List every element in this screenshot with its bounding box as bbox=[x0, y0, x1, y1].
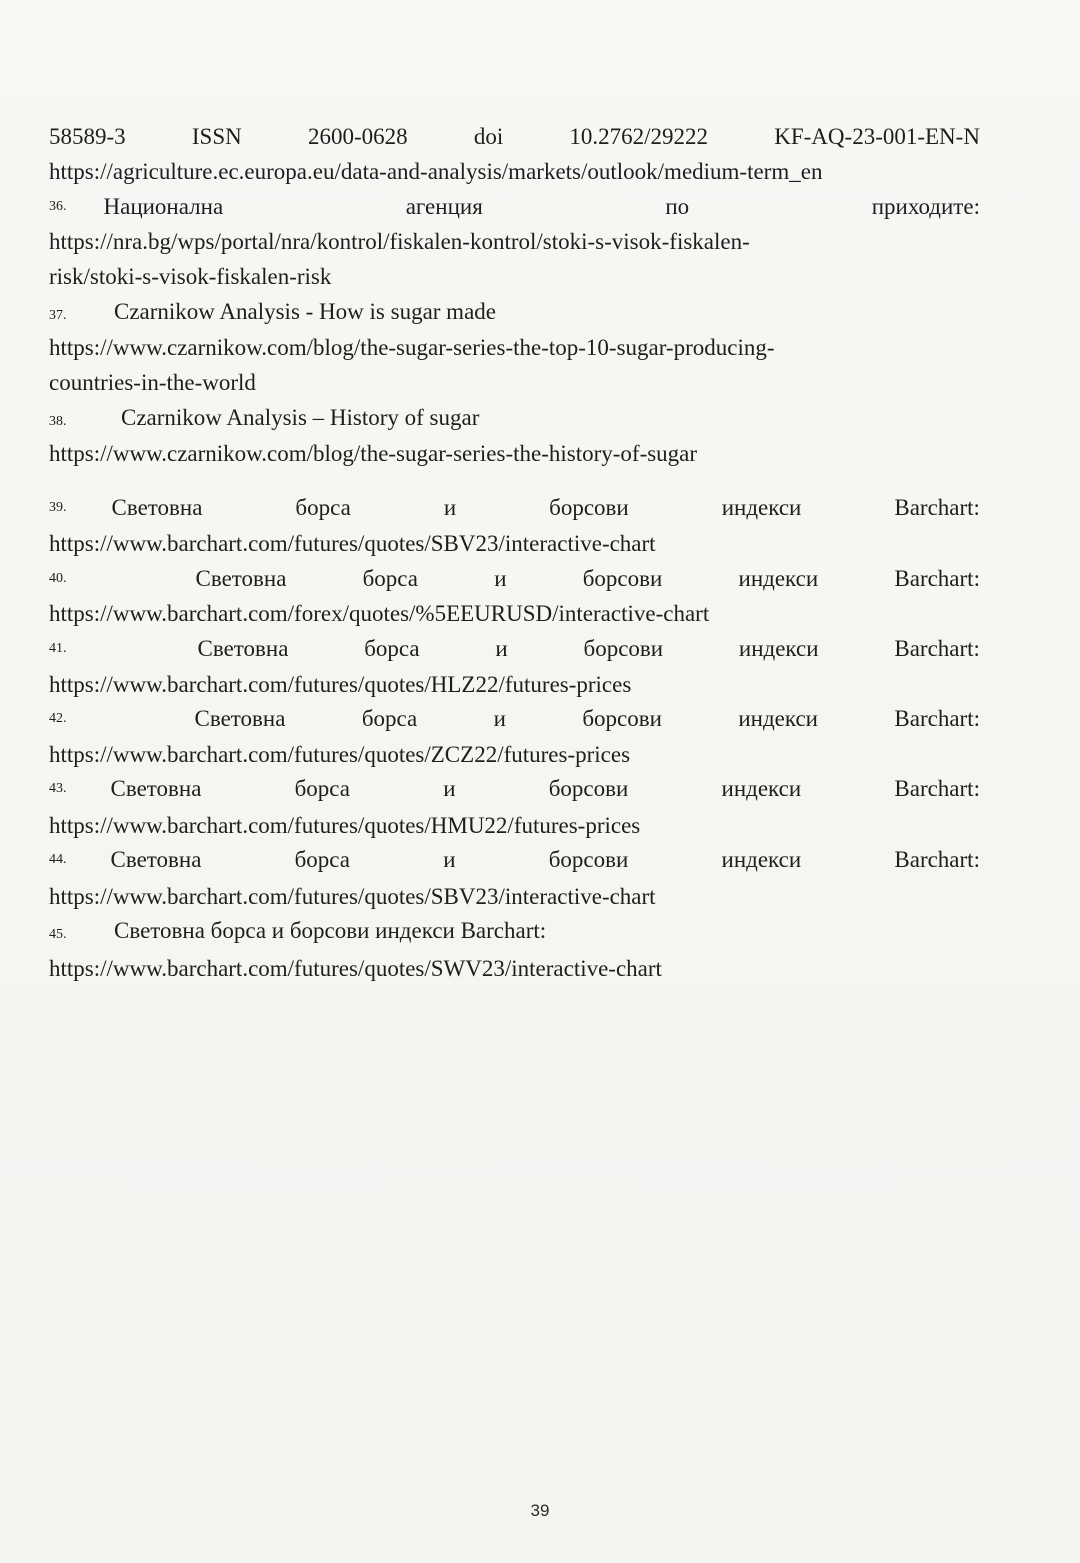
reference-38-title bbox=[49, 403, 980, 437]
reference-36-url[interactable]: https://nra.bg/wps/portal/nra/kontrol/fiskalen-kontrol/stoki-s-visok-fiskalen- bbox=[49, 229, 750, 254]
reference-37-title bbox=[49, 297, 980, 331]
reference-35-continuation bbox=[49, 122, 980, 152]
page-number: 39 bbox=[530, 1501, 550, 1520]
ref-word: индекси bbox=[721, 847, 802, 872]
ref-word: и bbox=[493, 706, 506, 731]
ref-word: и bbox=[443, 847, 456, 872]
ref-word: индекси bbox=[738, 566, 819, 591]
ref-number: 39. bbox=[49, 500, 67, 515]
ref-word: Световна bbox=[111, 495, 203, 520]
ref-word: индекси bbox=[721, 495, 802, 520]
ref-word: Световна bbox=[110, 847, 202, 872]
ref-number: 42. bbox=[49, 711, 67, 726]
reference-43-url[interactable]: https://www.barchart.com/futures/quotes/HMU22/futures-prices bbox=[49, 813, 641, 838]
reference-40-title bbox=[49, 564, 980, 594]
ref-number: 45. bbox=[49, 927, 67, 942]
reference-41-title bbox=[49, 634, 980, 664]
ref-word: индекси bbox=[738, 706, 818, 731]
reference-36-title bbox=[49, 192, 980, 222]
ref-word: и bbox=[443, 495, 457, 520]
ref-number: 38. bbox=[49, 414, 67, 429]
ref-word: Световна bbox=[197, 636, 289, 661]
ref-word: 2600-0628 bbox=[307, 124, 408, 149]
ref-word: борса bbox=[361, 706, 418, 731]
ref-word: борса bbox=[295, 495, 351, 520]
ref-word: 10.2762/29222 bbox=[569, 124, 709, 149]
ref-word: Световна bbox=[110, 776, 202, 801]
reference-42-title bbox=[49, 704, 980, 734]
reference-45-url[interactable]: https://www.barchart.com/futures/quotes/SWV23/interactive-chart bbox=[49, 956, 662, 981]
reference-38-url[interactable]: https://www.czarnikow.com/blog/the-sugar-series-the-history-of-sugar bbox=[49, 441, 698, 466]
ref-word: ISSN bbox=[191, 124, 242, 149]
reference-45-title bbox=[49, 916, 980, 950]
reference-41-url[interactable]: https://www.barchart.com/futures/quotes/HLZ22/futures-prices bbox=[49, 672, 632, 697]
reference-36-url-cont[interactable]: risk/stoki-s-visok-fiskalen-risk bbox=[49, 264, 332, 289]
ref-word: борсови bbox=[582, 566, 663, 591]
ref-word: индекси bbox=[738, 636, 819, 661]
ref-word: Barchart: bbox=[894, 636, 980, 661]
ref-word: агенция bbox=[405, 194, 483, 219]
ref-word: Barchart: bbox=[894, 776, 980, 801]
ref-number: 36. bbox=[49, 199, 67, 214]
ref-word: по bbox=[665, 194, 690, 219]
ref-word: борса bbox=[294, 776, 351, 801]
ref-word: и bbox=[495, 636, 508, 661]
ref-word: Световна bbox=[194, 706, 286, 731]
reference-39-url[interactable]: https://www.barchart.com/futures/quotes/SBV23/interactive-chart bbox=[49, 531, 656, 556]
ref-word: Barchart: bbox=[894, 495, 980, 520]
ref-word: Национална bbox=[103, 194, 224, 219]
ref-number: 44. bbox=[49, 852, 67, 867]
ref-word: doi bbox=[473, 124, 504, 149]
ref-word: борса bbox=[364, 636, 420, 661]
reference-44-title bbox=[49, 845, 980, 875]
reference-37-url[interactable]: https://www.czarnikow.com/blog/the-sugar-series-the-top-10-sugar-producing- bbox=[49, 335, 775, 360]
ref-word: борсови bbox=[583, 636, 664, 661]
reference-40-url[interactable]: https://www.barchart.com/forex/quotes/%5EEURUSD/interactive-chart bbox=[49, 601, 710, 626]
reference-44-url[interactable]: https://www.barchart.com/futures/quotes/SBV23/interactive-chart bbox=[49, 884, 656, 909]
reference-42-url[interactable]: https://www.barchart.com/futures/quotes/ZCZ22/futures-prices bbox=[49, 742, 631, 767]
ref-word: борсови bbox=[548, 847, 629, 872]
ref-number: 40. bbox=[49, 571, 67, 586]
ref-word: приходите: bbox=[871, 194, 980, 219]
reference-43-title bbox=[49, 774, 980, 804]
ref-word: индекси bbox=[721, 776, 802, 801]
ref-number: 41. bbox=[49, 641, 67, 656]
ref-number: 43. bbox=[49, 781, 67, 796]
ref-word: борсови bbox=[548, 776, 629, 801]
ref-title: Czarnikow Analysis – History of sugar bbox=[121, 405, 480, 430]
ref-word: борса bbox=[294, 847, 351, 872]
ref-word: борсови bbox=[549, 495, 629, 520]
ref-word: борсови bbox=[582, 706, 662, 731]
ref-title: Czarnikow Analysis - How is sugar made bbox=[114, 299, 496, 324]
ref-word: Barchart: bbox=[894, 566, 980, 591]
ref-word: Barchart: bbox=[894, 706, 980, 731]
ref-word: Световна bbox=[195, 566, 287, 591]
reference-35-url[interactable]: https://agriculture.ec.europa.eu/data-and-analysis/markets/outlook/medium-term_en bbox=[49, 159, 823, 184]
reference-37-url-cont[interactable]: countries-in-the-world bbox=[49, 370, 256, 395]
reference-39-title bbox=[49, 493, 980, 523]
ref-word: и bbox=[443, 776, 456, 801]
ref-word: Barchart: bbox=[894, 847, 980, 872]
ref-word: KF-AQ-23-001-EN-N bbox=[774, 124, 980, 149]
ref-title: Световна борса и борсови индекси Barchart: bbox=[114, 918, 547, 943]
ref-word: 58589-3 bbox=[49, 124, 126, 149]
ref-word: и bbox=[494, 566, 507, 591]
ref-word: борса bbox=[362, 566, 419, 591]
ref-number: 37. bbox=[49, 308, 67, 323]
